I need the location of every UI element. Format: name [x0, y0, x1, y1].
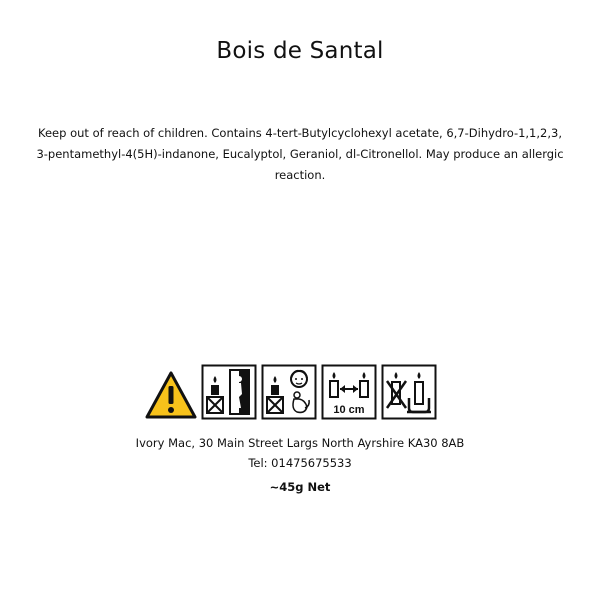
safety-icons-row: [145, 364, 465, 420]
no-draft-candle-icon: [381, 364, 437, 420]
candle-spacing-icon: [321, 364, 377, 420]
company-address: Ivory Mac, 30 Main Street Largs North Ayrshire KA30 8AB: [135, 436, 465, 450]
product-title: Bois de Santal: [216, 38, 384, 64]
warning-text: Keep out of reach of children. Contains 4-tert-Butylcyclohexyl acetate, 6,7-Dihydro-1,1,2,3,3-pentamethyl-4(5H)-indanone, Eucalyptol, Geraniol, dl-Citronellol. May produce an allergic reaction.: [36, 126, 564, 182]
keep-away-children-pets-icon: [261, 364, 317, 420]
company-phone: Tel: 01475675533: [248, 456, 352, 470]
net-weight: ~45g Net: [269, 480, 331, 494]
distance-label: 10 cm: [333, 404, 365, 416]
warning-triangle-icon: [145, 370, 197, 420]
no-unattended-candle-icon: [201, 364, 257, 420]
